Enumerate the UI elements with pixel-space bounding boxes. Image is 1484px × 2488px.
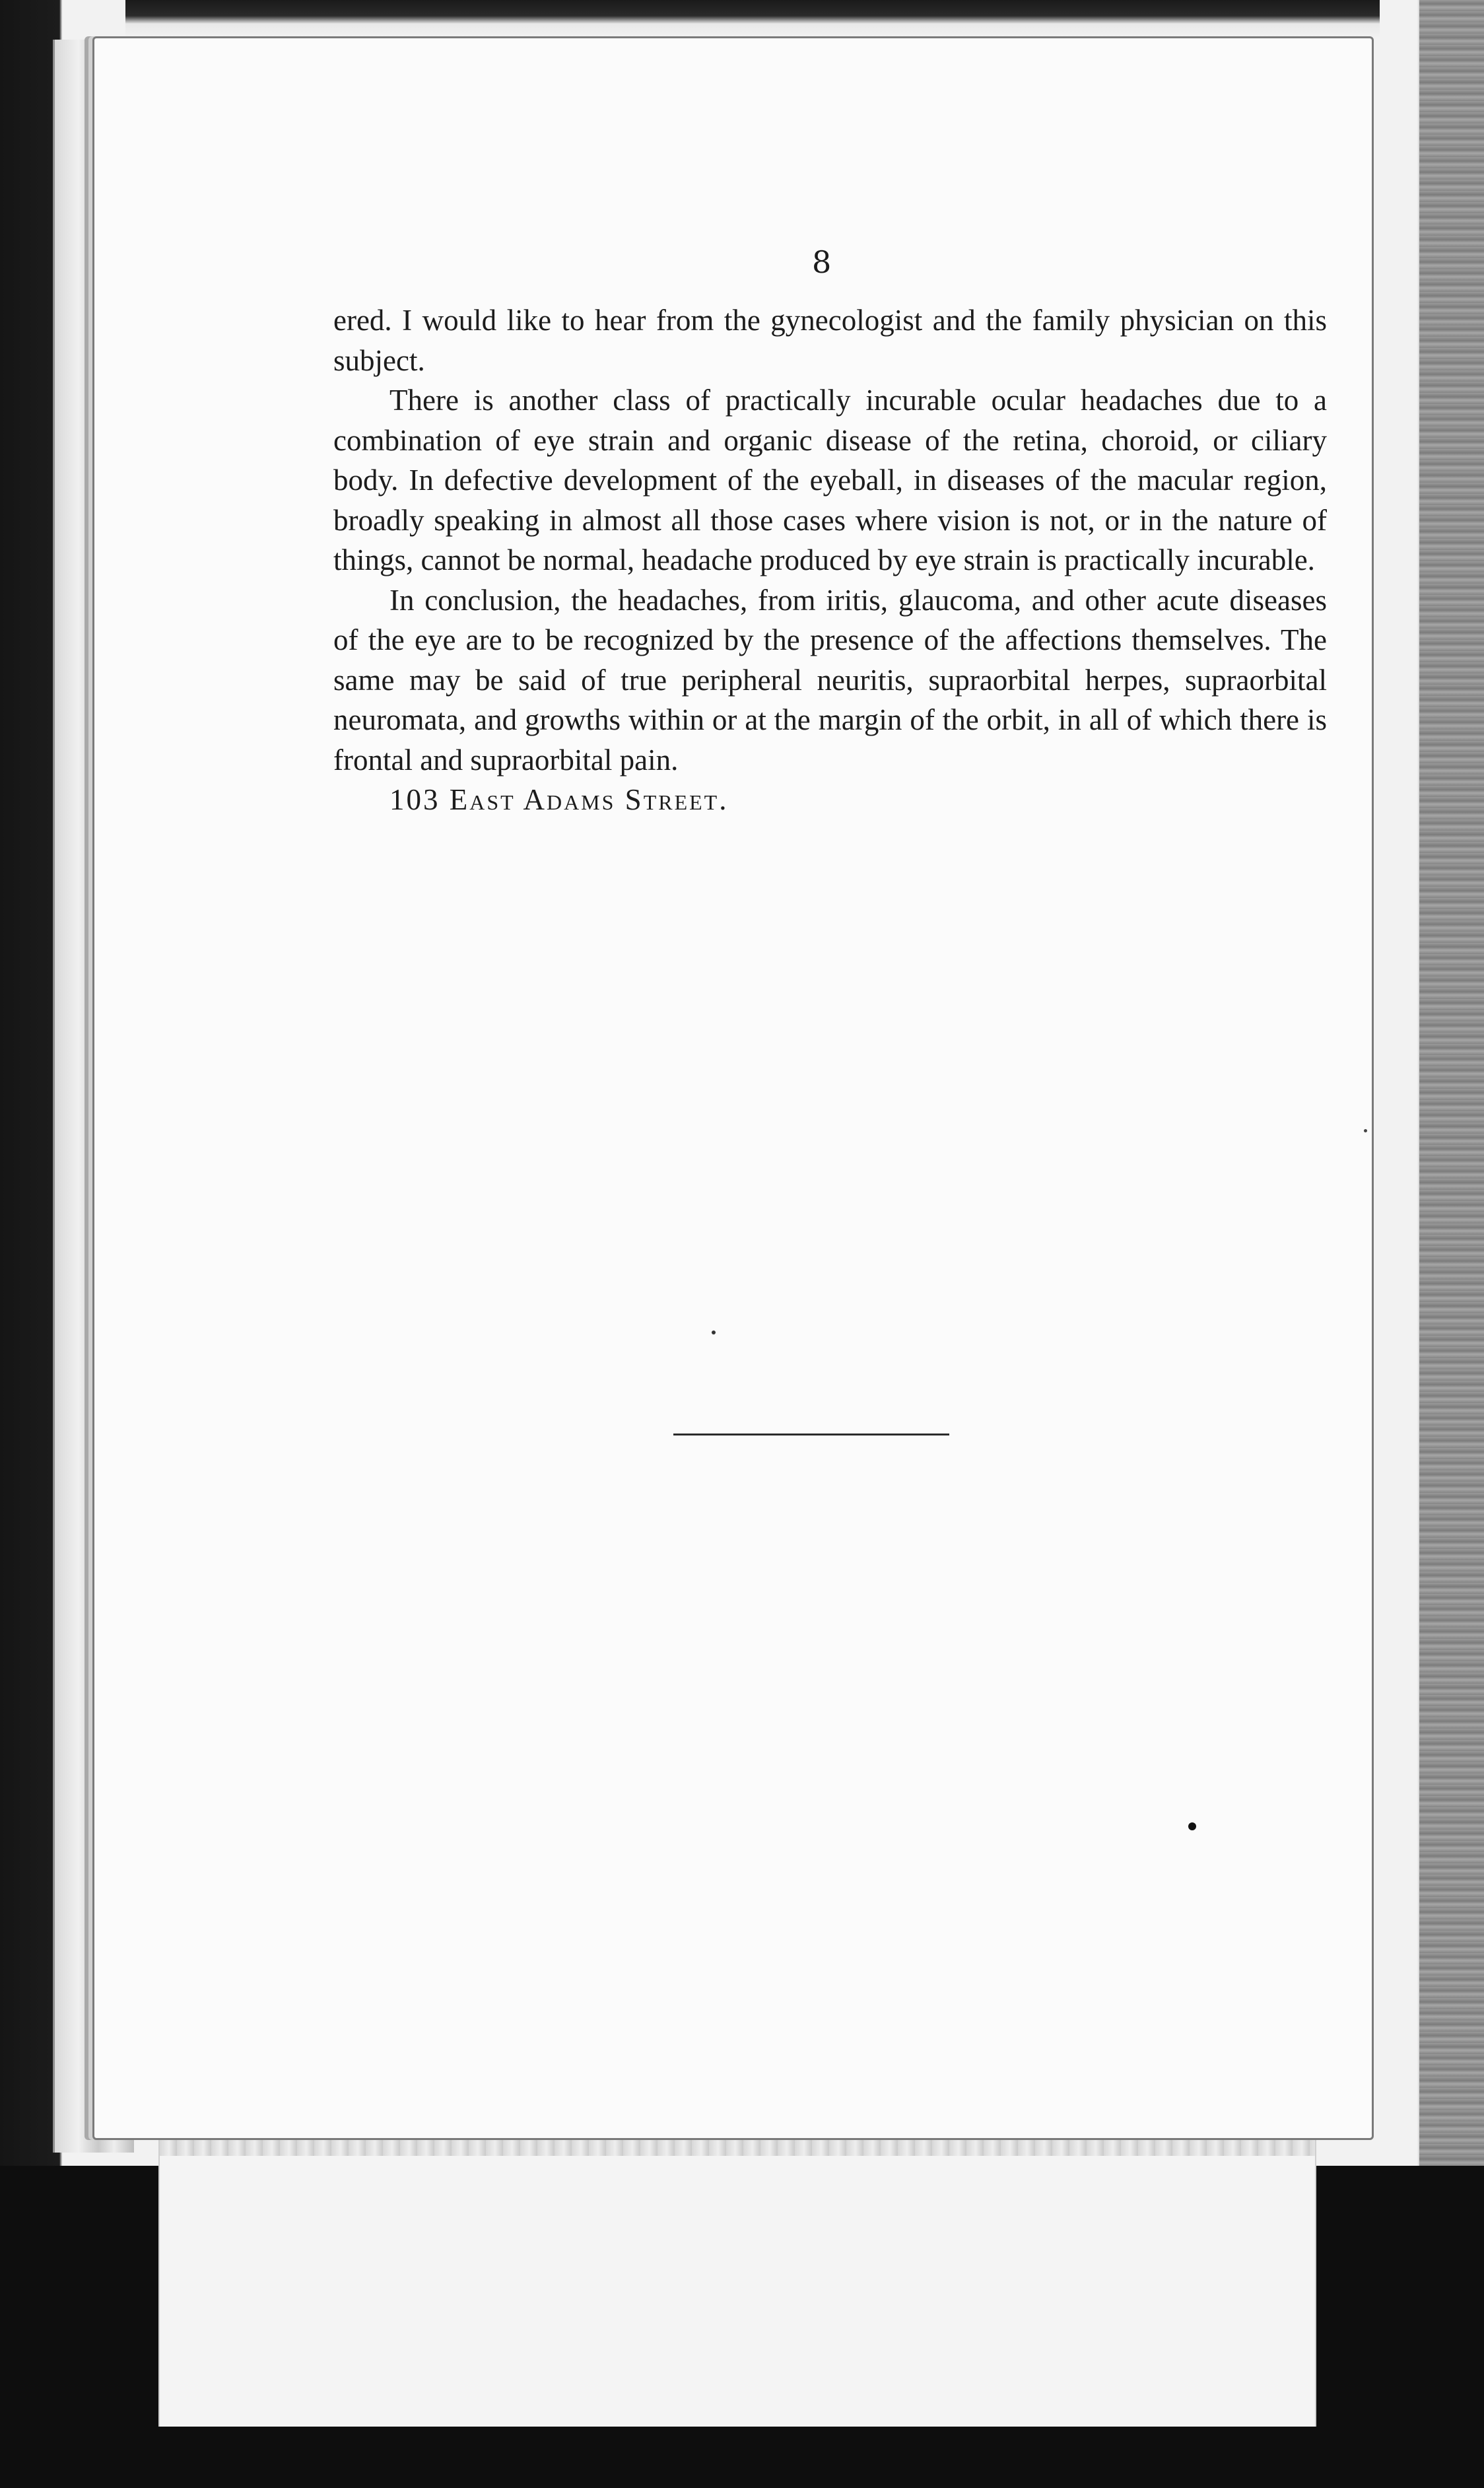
underlying-sheet — [158, 2136, 1316, 2427]
scanner-edge-texture — [1419, 0, 1484, 2179]
author-address: 103 East Adams Street. — [389, 783, 729, 816]
page-top-edge — [125, 0, 1380, 40]
speck-mark — [1188, 1822, 1196, 1830]
body-text — [333, 300, 1327, 820]
speck-mark — [1364, 1129, 1367, 1132]
page-number: 8 — [812, 244, 832, 280]
end-rule — [673, 1434, 949, 1435]
speck-mark — [712, 1330, 716, 1334]
paragraph-3: In conclusion, the headaches, from iritis, glaucoma, and other acute diseases of the eye are to be recognized by the presence of the affections themselves. The same may be said of true peripheral neuritis, supraorbital herpes, supraorbital neuromata, and growths within or at the margin of the orbit, in all of which there is frontal and supraorbital pain. — [333, 583, 1327, 777]
paragraph-2: There is another class of practically incurable ocular headaches due to a combination of eye strain and organic disease of the retina, choroid, or ciliary body. In defective development of the eyeball, in diseases of the macular region, broadly speaking in almost all those cases where vision is not, or in the nature of things, cannot be normal, headache produced by eye strain is practically incurable. — [333, 384, 1327, 576]
paragraph-1: ered. I would like to hear from the gynecologist and the family physician on this subject. — [333, 304, 1327, 377]
